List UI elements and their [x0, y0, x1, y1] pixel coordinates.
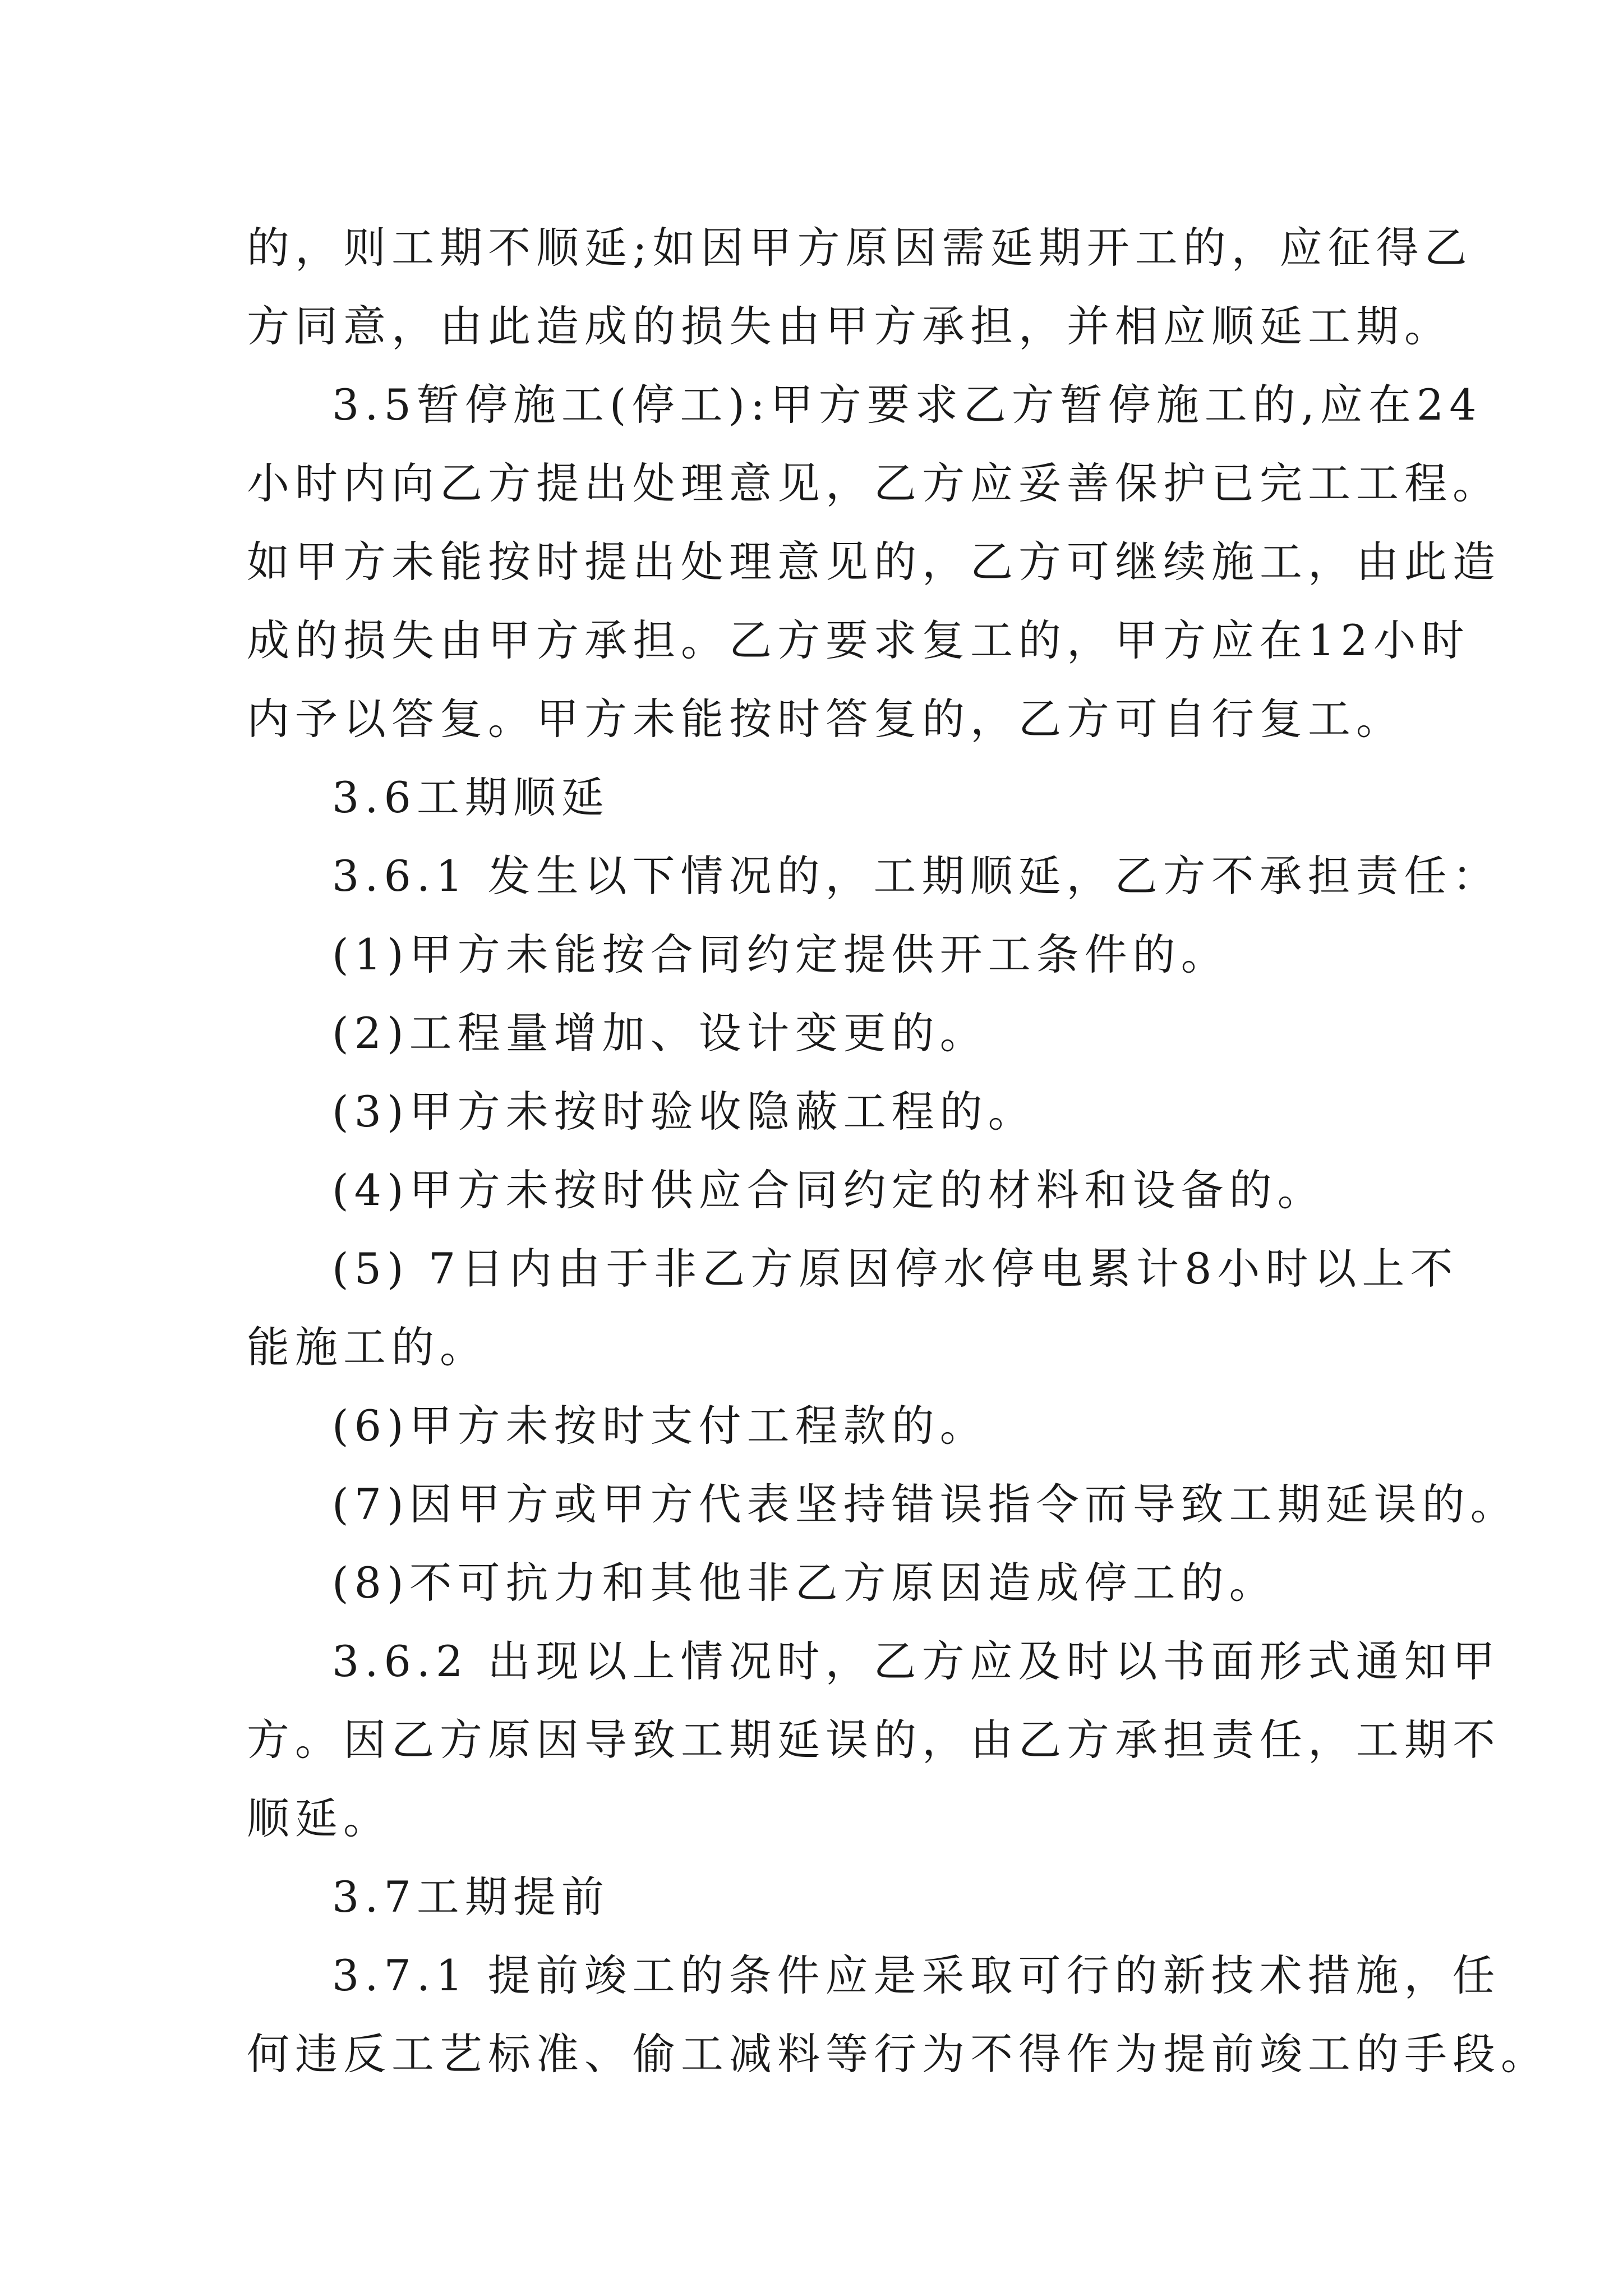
section-heading-3-7: 3.7工期提前 — [332, 1872, 610, 1922]
clause-3-6-2-line: 3.6.2 出现以上情况时，乙方应及时以书面形式通知甲 — [332, 1636, 1501, 1686]
list-item-7: (7)因甲方或甲方代表坚持错误指令而导致工期延误的。 — [332, 1479, 1519, 1529]
list-item-8: (8)不可抗力和其他非乙方原因造成停工的。 — [332, 1558, 1278, 1608]
clause-3-7-1-line: 3.7.1 提前竣工的条件应是采取可行的新技术措施，任 — [332, 1950, 1501, 2000]
text-line: 如甲方未能按时提出处理意见的，乙方可继续施工，由此造 — [247, 537, 1501, 587]
text-line: 能施工的。 — [247, 1322, 488, 1372]
text-line: 内予以答复。甲方未能按时答复的，乙方可自行复工。 — [247, 694, 1404, 744]
text-line: 何违反工艺标准、偷工减料等行为不得作为提前竣工的手段。 — [247, 2029, 1549, 2079]
text-line: 成的损失由甲方承担。乙方要求复工的，甲方应在12小时 — [247, 615, 1470, 665]
text-line: 小时内向乙方提出处理意见，乙方应妥善保护已完工工程。 — [247, 458, 1501, 508]
text-line: 顺延。 — [247, 1793, 391, 1843]
list-item-2: (2)工程量增加、设计变更的。 — [332, 1008, 988, 1058]
text-line: 方同意，由此造成的损失由甲方承担，并相应顺延工期。 — [247, 301, 1453, 351]
list-item-5: (5) 7日内由于非乙方原因停水停电累计8小时以上不 — [332, 1244, 1459, 1294]
list-item-3: (3)甲方未按时验收隐蔽工程的。 — [332, 1087, 1036, 1137]
section-heading-3-6: 3.6工期顺延 — [332, 772, 610, 822]
document-body — [247, 209, 1549, 2093]
list-item-1: (1)甲方未能按合同约定提供开工条件的。 — [332, 930, 1229, 979]
list-item-6: (6)甲方未按时支付工程款的。 — [332, 1401, 988, 1451]
text-line: 的，则工期不顺延;如因甲方原因需延期开工的，应征得乙 — [247, 223, 1473, 273]
list-item-4: (4)甲方未按时供应合同约定的材料和设备的。 — [332, 1165, 1326, 1215]
text-line: 方。因乙方原因导致工期延误的，由乙方承担责任，工期不 — [247, 1715, 1501, 1765]
clause-3-5-line: 3.5暂停施工(停工):甲方要求乙方暂停施工的,应在24 — [332, 380, 1482, 430]
clause-3-6-1-line: 3.6.1 发生以下情况的，工期顺延，乙方不承担责任： — [332, 851, 1501, 901]
